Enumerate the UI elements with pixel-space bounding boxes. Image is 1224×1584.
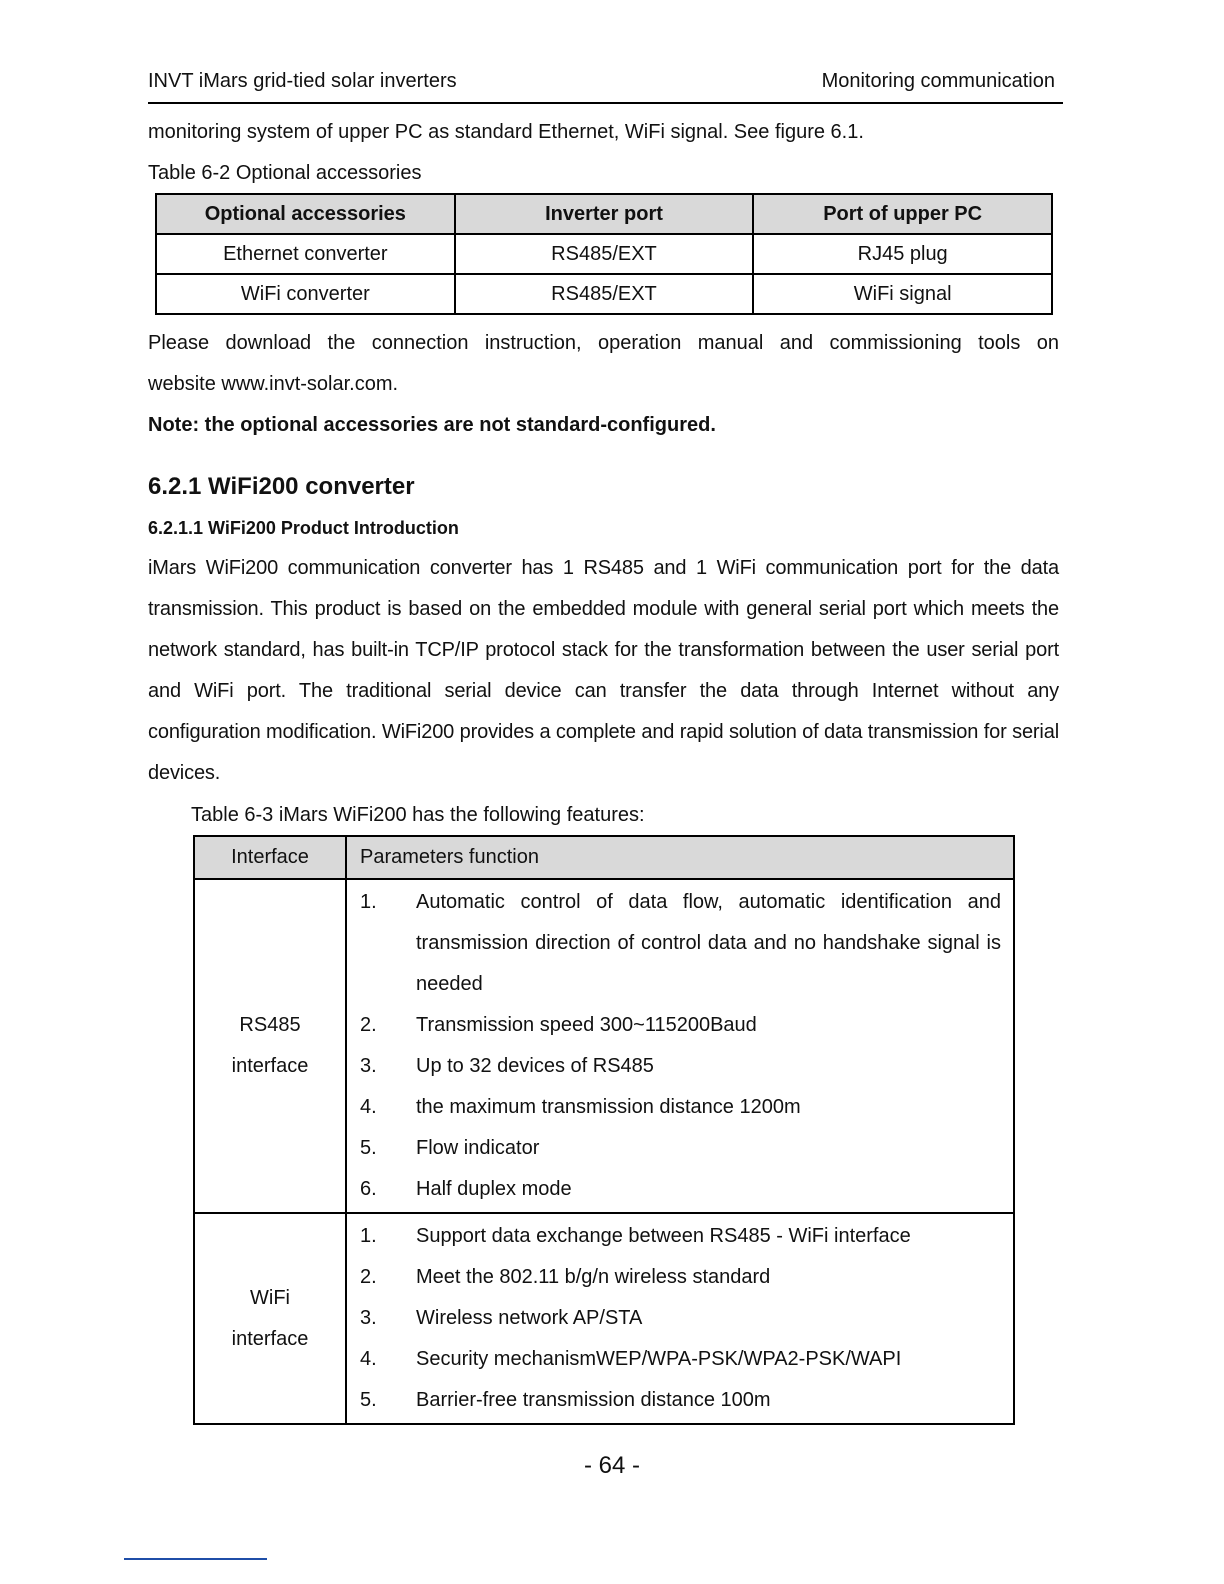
item-text: Flow indicator xyxy=(416,1137,540,1159)
table-header-cell: Parameters function xyxy=(346,836,1014,879)
table-header-cell: Optional accessories xyxy=(156,194,455,234)
table-header-cell: Interface xyxy=(194,836,346,879)
table-cell: RS485/EXT xyxy=(455,274,754,314)
footer-divider xyxy=(124,1558,267,1560)
item-number: 1. xyxy=(360,891,377,913)
download-paragraph-line1: Please download the connection instruction, operation manual and commissioning tools on xyxy=(148,332,1059,354)
table-row xyxy=(194,879,1014,1213)
item-number: 2. xyxy=(360,1266,377,1288)
interface-name: interface xyxy=(231,1055,309,1077)
interface-name: WiFi xyxy=(250,1286,290,1309)
optional-accessories-table xyxy=(155,193,1053,315)
subsection-heading: 6.2.1.1 WiFi200 Product Introduction xyxy=(148,518,459,538)
list-item xyxy=(360,1339,1001,1380)
item-text: Up to 32 devices of RS485 xyxy=(416,1055,654,1077)
item-text: Wireless network AP/STA xyxy=(416,1307,643,1329)
list-item xyxy=(360,1257,1001,1298)
list-item xyxy=(360,1005,1001,1046)
list-item xyxy=(360,1087,1001,1128)
table-cell: RS485/EXT xyxy=(455,234,754,274)
item-text: Security mechanismWEP/WPA-PSK/WPA2-PSK/WAPI xyxy=(416,1348,902,1370)
list-item xyxy=(360,1046,1001,1087)
list-item xyxy=(360,1298,1001,1339)
item-number: 3. xyxy=(360,1307,377,1329)
interface-name: RS485 xyxy=(239,1014,301,1036)
item-text: Support data exchange between RS485 - WiFi interface xyxy=(416,1225,911,1247)
item-text: Barrier-free transmission distance 100m xyxy=(416,1389,771,1411)
list-item xyxy=(360,1380,1001,1421)
section-heading: 6.2.1 WiFi200 converter xyxy=(148,473,415,500)
table-row xyxy=(194,1213,1014,1424)
parameters-cell xyxy=(346,879,1014,1213)
header-left-title: INVT iMars grid-tied solar inverters xyxy=(148,70,457,92)
table-header-cell: Inverter port xyxy=(455,194,754,234)
table2-caption: Table 6-2 Optional accessories xyxy=(148,162,422,184)
table-row xyxy=(156,274,1052,314)
intro-line: monitoring system of upper PC as standard Ethernet, WiFi signal. See figure 6.1. xyxy=(148,121,864,143)
note: Note: the optional accessories are not standard-configured. xyxy=(148,414,716,436)
interface-name: interface xyxy=(231,1327,309,1350)
item-number: 1. xyxy=(360,1225,377,1247)
list-item xyxy=(360,1216,1001,1257)
table-cell: WiFi converter xyxy=(156,274,455,314)
table3-caption: Table 6-3 iMars WiFi200 has the following features: xyxy=(191,804,645,826)
item-number: 4. xyxy=(360,1348,377,1370)
table-cell: Ethernet converter xyxy=(156,234,455,274)
parameters-cell xyxy=(346,1213,1014,1424)
item-text: Meet the 802.11 b/g/n wireless standard xyxy=(416,1266,771,1288)
item-text: the maximum transmission distance 1200m xyxy=(416,1096,801,1118)
list-item xyxy=(360,1169,1001,1210)
page-number: - 64 - xyxy=(583,1452,640,1479)
table-cell: RJ45 plug xyxy=(753,234,1052,274)
list-item xyxy=(360,882,1001,1005)
item-number: 2. xyxy=(360,1014,377,1036)
item-number: 4. xyxy=(360,1096,377,1118)
table-header-row xyxy=(194,836,1014,879)
item-number: 5. xyxy=(360,1389,377,1411)
features-table xyxy=(193,835,1015,1425)
item-text: Half duplex mode xyxy=(416,1178,572,1200)
item-text: Transmission speed 300~115200Baud xyxy=(416,1014,757,1036)
item-number: 5. xyxy=(360,1137,377,1159)
item-number: 3. xyxy=(360,1055,377,1077)
table-header-row xyxy=(156,194,1052,234)
header-right-title: Monitoring communication xyxy=(821,70,1055,92)
interface-cell xyxy=(194,1213,346,1424)
download-paragraph-line2: website www.invt-solar.com. xyxy=(148,373,399,395)
table-header-cell: Port of upper PC xyxy=(753,194,1052,234)
list-item xyxy=(360,1128,1001,1169)
item-text: Automatic control of data flow, automatic identification and transmission direction of control data and no handshake signal is needed xyxy=(416,891,1001,995)
interface-cell xyxy=(194,879,346,1213)
table-cell: WiFi signal xyxy=(753,274,1052,314)
item-number: 6. xyxy=(360,1178,377,1200)
intro-paragraph: iMars WiFi200 communication converter has 1 RS485 and 1 WiFi communication port for the data transmission. This product is based on the embedded module with general serial port which meets the network standard, has built-in TCP/IP protocol stack for the transformation between the user serial port and WiFi port. The traditional serial device can transfer the data through Internet without any configuration modification. WiFi200 provides a complete and rapid solution of data transmission for serial devices. xyxy=(148,557,1059,784)
table-row xyxy=(156,234,1052,274)
page-header xyxy=(148,68,1063,104)
